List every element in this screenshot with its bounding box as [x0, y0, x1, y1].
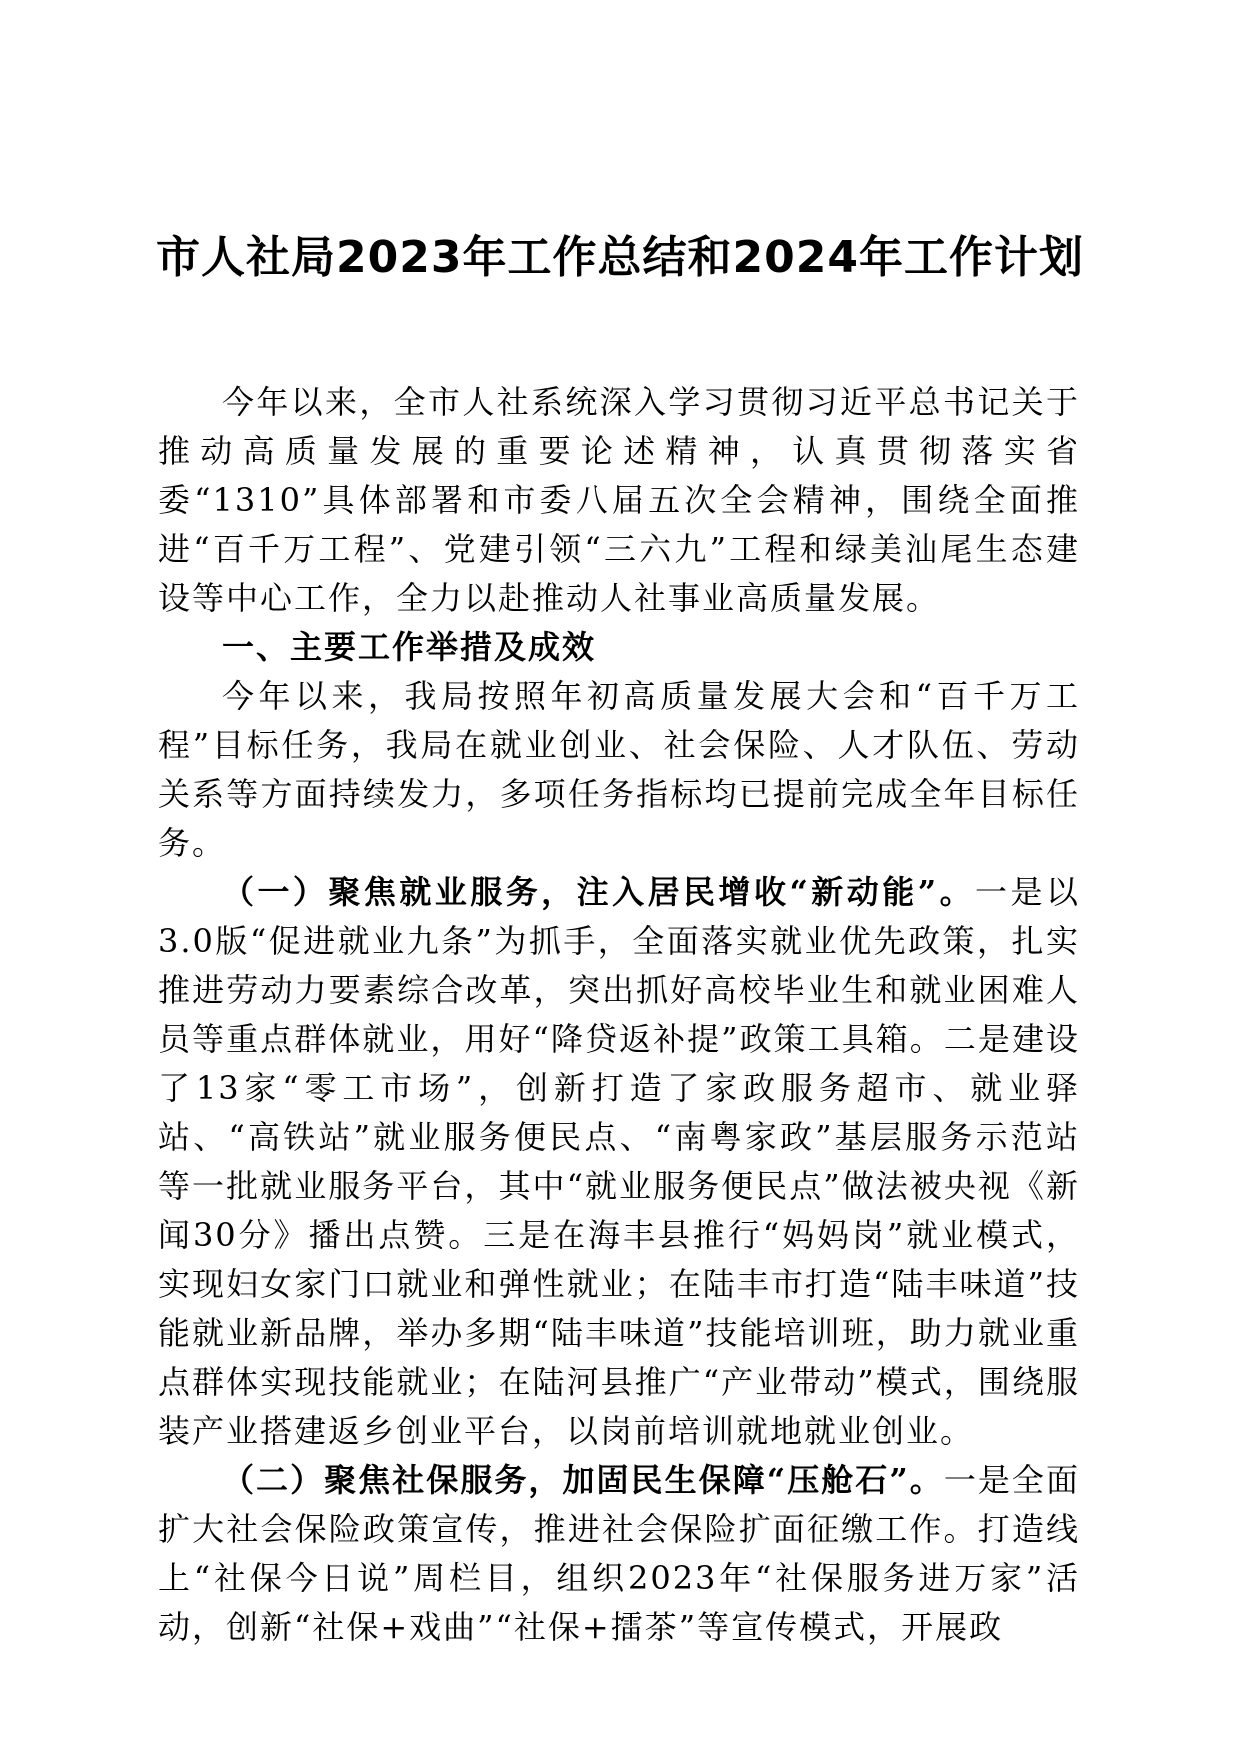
subsection-2-heading: （二）聚焦社保服务，加固民生保障“压舱石”。	[222, 1461, 944, 1499]
document-body	[158, 378, 1080, 1652]
subsection-1-heading: （一）聚焦就业服务，注入居民增收“新动能”。	[222, 873, 976, 911]
subsection-1-text: 一是以3.0版“促进就业九条”为抓手，全面落实就业优先政策，扎实推进劳动力要素综合改革，突出抓好高校毕业生和就业困难人员等重点群体就业，用好“降贷返补提”政策工具箱。二是建设了13家“零工市场”，创新打造了家政服务超市、就业驿站、“高铁站”就业服务便民点、“南粤家政”基层服务示范站等一批就业服务平台，其中“就业服务便民点”做法被央视《新闻30分》播出点赞。三是在海丰县推行“妈妈岗”就业模式，实现妇女家门口就业和弹性就业；在陆丰市打造“陆丰味道”技能就业新品牌，举办多期“陆丰味道”技能培训班，助力就业重点群体实现技能就业；在陆河县推广“产业带动”模式，围绕服装产业搭建返乡创业平台，以岗前培训就地就业创业。	[158, 873, 1080, 1450]
intro-paragraph: 今年以来，全市人社系统深入学习贯彻习近平总书记关于推动高质量发展的重要论述精神，认真贯彻落实省委“1310”具体部署和市委八届五次全会精神，围绕全面推进“百千万工程”、党建引领“三六九”工程和绿美汕尾生态建设等中心工作，全力以赴推动人社事业高质量发展。	[158, 383, 1080, 617]
subsection-2-text: 一是全面扩大社会保险政策宣传，推进社会保险扩面征缴工作。打造线上“社保今日说”周栏目，组织2023年“社保服务进万家”活动，创新“社保+戏曲”“社保+擂茶”等宣传模式，开展政	[158, 1461, 1080, 1646]
document-title: 市人社局2023年工作总结和2024年工作计划	[156, 232, 1084, 283]
section-heading-1: 一、主要工作举措及成效	[222, 628, 597, 666]
section-1-intro-paragraph: 今年以来，我局按照年初高质量发展大会和“百千万工程”目标任务，我局在就业创业、社会保险、人才队伍、劳动关系等方面持续发力，多项任务指标均已提前完成全年目标任务。	[158, 677, 1080, 862]
subsection-2-paragraph	[158, 1456, 1080, 1652]
subsection-1-paragraph	[158, 868, 1080, 1456]
